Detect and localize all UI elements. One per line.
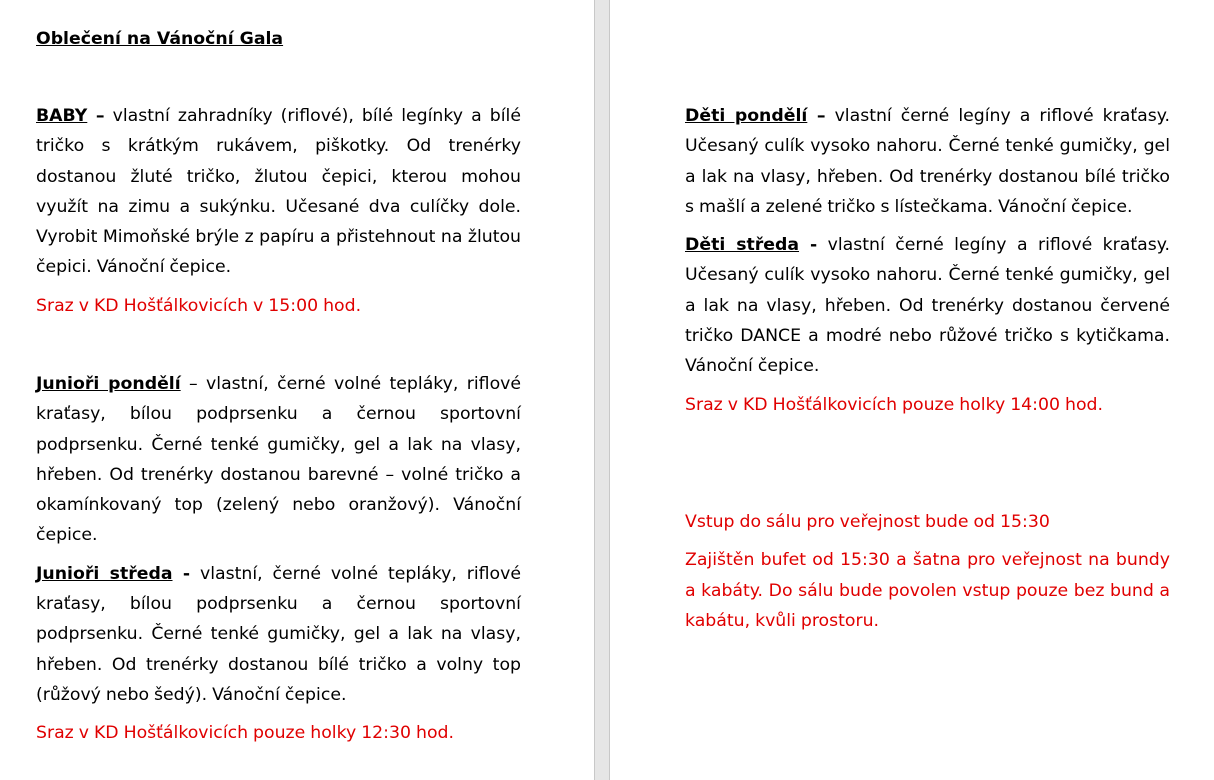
kids-wednesday-dash: - xyxy=(799,235,818,256)
page-gutter xyxy=(594,0,610,780)
kids-wednesday-meeting: Sraz v KD Hošťálkovicích pouze holky 14:00 hod. xyxy=(685,394,1103,415)
baby-text: vlastní zahradníky (riflové), bílé legínky a bílé tričko s krátkým rukávem, piškotky. Od trenérky dostanou žluté tričko, žlutou čepici, kterou mohou využít na zimu a sukýnku. Učesané dva culíčky dole. Vyrobit Mimoňské brýle z papíru a přistehnout na žlutou čepici. Vánoční čepice. xyxy=(36,106,521,278)
kids-monday-paragraph xyxy=(685,101,1170,222)
baby-meeting: Sraz v KD Hošťálkovicích v 15:00 hod. xyxy=(36,295,362,316)
juniors-section xyxy=(36,369,521,749)
juniors-monday-term: Junioři pondělí xyxy=(36,374,181,394)
kids-wednesday-paragraph xyxy=(685,230,1170,381)
public-info-section xyxy=(685,507,1170,636)
baby-paragraph xyxy=(36,101,521,283)
juniors-wednesday-meeting: Sraz v KD Hošťálkovicích pouze holky 12:30 hod. xyxy=(36,723,454,744)
public-entry-note: Vstup do sálu pro veřejnost bude od 15:30 xyxy=(685,512,1050,532)
baby-section xyxy=(36,101,521,321)
kids-monday-term: Děti pondělí xyxy=(685,106,808,126)
buffet-note: Zajištěn bufet od 15:30 a šatna pro veřejnost na bundy a kabáty. Do sálu bude povolen vstup pouze bez bund a kabátu, kvůli prostoru. xyxy=(685,550,1170,631)
juniors-monday-paragraph xyxy=(36,369,521,551)
kids-section xyxy=(685,101,1170,420)
page-left xyxy=(0,0,594,780)
baby-term: BABY xyxy=(36,106,88,126)
juniors-wednesday-paragraph xyxy=(36,559,521,710)
kids-wednesday-term: Děti středa xyxy=(685,235,800,256)
juniors-wednesday-term: Junioři středa xyxy=(36,563,173,584)
juniors-wednesday-dash: - xyxy=(172,563,191,584)
kids-wednesday-text: vlastní černé legíny a riflové kraťasy. Učesaný culík vysoko nahoru. Černé tenké gumičky, gel a lak na vlasy, hřeben. Od trenérky dostanou červené tričko DANCE a modré nebo růžové tričko s kytičkama. Vánoční čepice. xyxy=(685,235,1170,377)
kids-monday-text: vlastní černé legíny a riflové kraťasy. Učesaný culík vysoko nahoru. Černé tenké gumičky, gel a lak na vlasy, hřeben. Od trenérky dostanou bílé tričko s mašlí a zelené tričko s lístečkama. Vánoční čepice. xyxy=(685,106,1171,217)
juniors-wednesday-text: vlastní, černé volné tepláky, riflové kraťasy, bílou podprsenku a černou sportovní podprsenku. Černé tenké gumičky, gel a lak na vlasy, hřeben. Od trenérky dostanou bílé tričko a volny top (růžový nebo šedý). Vánoční čepice. xyxy=(36,563,521,705)
kids-monday-dash: – xyxy=(807,106,826,126)
document-title: Oblečení na Vánoční Gala xyxy=(36,29,284,49)
juniors-monday-text: – vlastní, černé volné tepláky, riflové kraťasy, bílou podprsenku a černou sportovní podprsenku. Černé tenké gumičky, gel a lak na vlasy, hřeben. Od trenérky dostanou barevné – volné tričko a okamínkovaný top (zelený nebo oranžový). Vánoční čepice. xyxy=(36,374,522,546)
page-right xyxy=(610,0,1214,780)
baby-dash: – xyxy=(87,106,105,126)
